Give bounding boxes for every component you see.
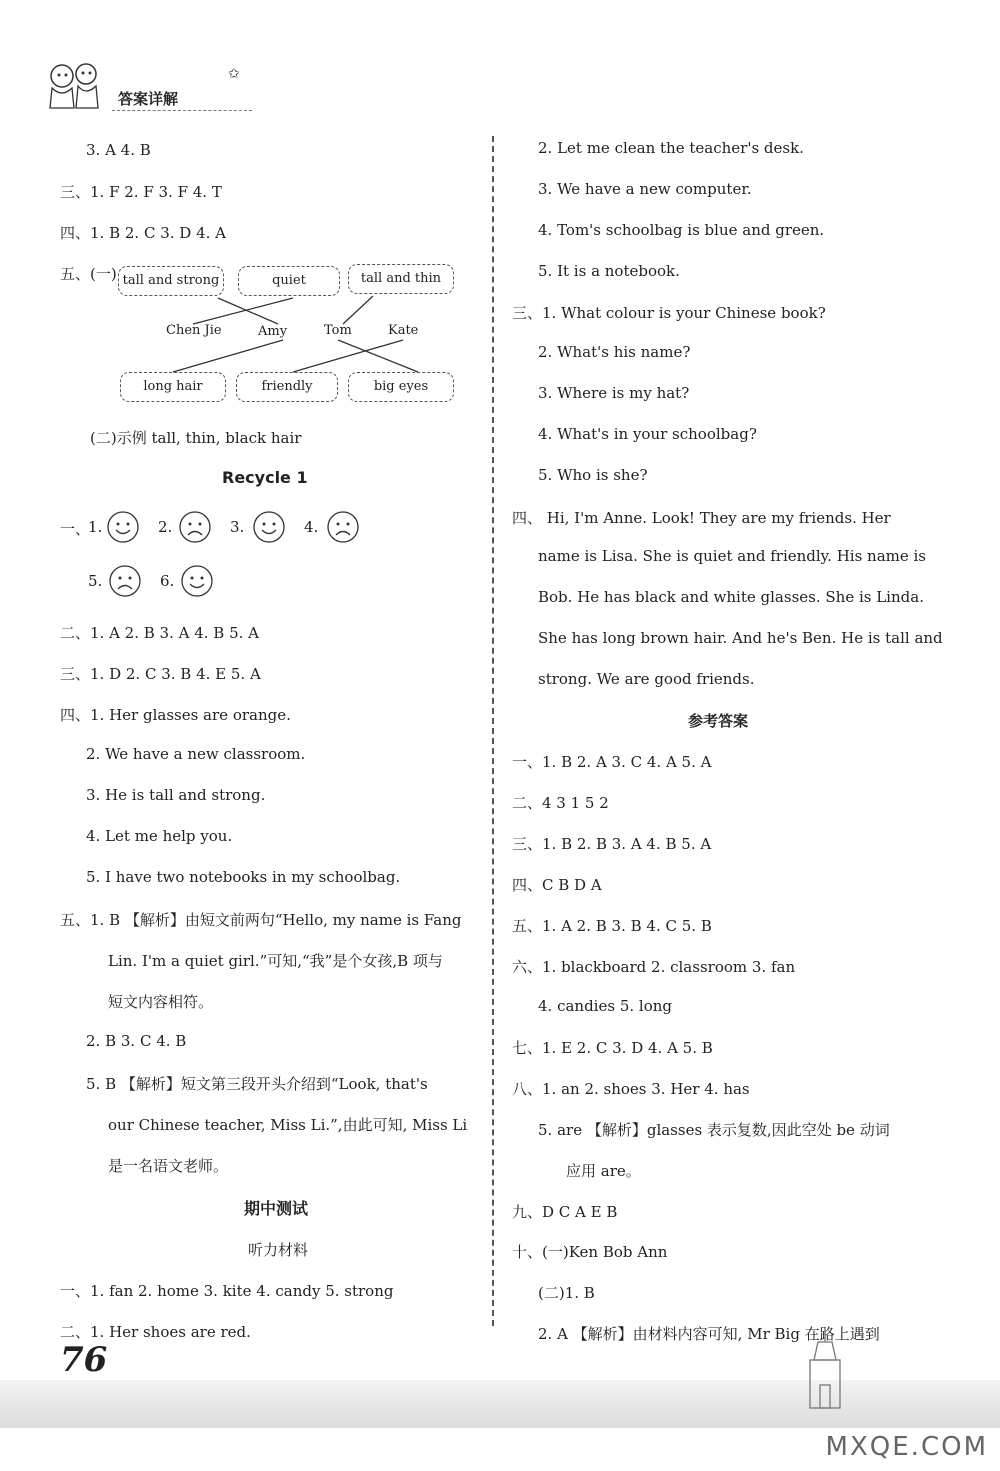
subsection-title-answers: 参考答案 xyxy=(688,712,749,730)
answer-line: 三、1. D 2. C 3. B 4. E 5. A xyxy=(60,665,261,683)
match-name: Amy xyxy=(258,324,288,339)
faces-prefix: 一、 xyxy=(60,520,91,538)
face-label: 2. xyxy=(158,518,173,536)
smiley-sad-icon xyxy=(108,564,142,602)
answer-line: 2. A 【解析】由材料内容可知, Mr Big 在路上遇到 xyxy=(538,1325,880,1343)
face-label: 6. xyxy=(160,572,175,590)
answer-line: 4. Let me help you. xyxy=(86,827,233,845)
answer-line: She has long brown hair. And he's Ben. He is tall and xyxy=(538,629,943,647)
answer-line: 是一名语文老师。 xyxy=(108,1157,229,1175)
answer-line: 3. He is tall and strong. xyxy=(86,786,266,804)
answer-line: 三、1. What colour is your Chinese book? xyxy=(512,304,826,322)
match-box-top: tall and thin xyxy=(348,264,454,294)
answer-line: 一、1. fan 2. home 3. kite 4. candy 5. strong xyxy=(60,1282,394,1300)
header-title: 答案详解 xyxy=(118,90,179,108)
answer-line: 3. We have a new computer. xyxy=(538,180,752,198)
face-label: 3. xyxy=(230,518,245,536)
answer-line: 四、 Hi, I'm Anne. Look! They are my friends. Her xyxy=(512,509,891,527)
page-number: 76 xyxy=(60,1340,108,1380)
answer-line: 5. It is a notebook. xyxy=(538,262,680,280)
smiley-happy-icon xyxy=(106,510,140,548)
answer-line: 六、1. blackboard 2. classroom 3. fan xyxy=(512,958,796,976)
answer-line: 4. What's in your schoolbag? xyxy=(538,425,757,443)
match-box-top: quiet xyxy=(238,266,340,296)
answer-line: 短文内容相符。 xyxy=(108,993,214,1011)
match-box-bottom: friendly xyxy=(236,372,338,402)
face-label: 1. xyxy=(88,518,103,536)
smiley-sad-icon xyxy=(326,510,360,548)
answer-line: 七、1. E 2. C 3. D 4. A 5. B xyxy=(512,1039,713,1057)
answer-line: 5. are 【解析】glasses 表示复数,因此空处 be 动词 xyxy=(538,1121,890,1139)
header-illustration xyxy=(40,58,112,112)
answer-line: 三、1. B 2. B 3. A 4. B 5. A xyxy=(512,835,712,853)
answer-line: 五、(一) xyxy=(60,265,117,283)
answer-line: our Chinese teacher, Miss Li.”,由此可知, Miss Li xyxy=(108,1116,468,1134)
answer-line: strong. We are good friends. xyxy=(538,670,755,688)
answer-line: 五、1. A 2. B 3. B 4. C 5. B xyxy=(512,917,712,935)
match-box-bottom: big eyes xyxy=(348,372,454,402)
answer-line: 二、1. A 2. B 3. A 4. B 5. A xyxy=(60,624,260,642)
answer-line: 4. Tom's schoolbag is blue and green. xyxy=(538,221,825,239)
castle-icon xyxy=(790,1330,860,1414)
smiley-sad-icon xyxy=(178,510,212,548)
answer-line: 2. We have a new classroom. xyxy=(86,745,306,763)
matching-diagram xyxy=(118,262,458,412)
section-title-recycle: Recycle 1 xyxy=(222,468,308,487)
answer-line: 十、(一)Ken Bob Ann xyxy=(512,1243,668,1261)
answer-line: 二、4 3 1 5 2 xyxy=(512,794,609,812)
answer-line: 四、1. B 2. C 3. D 4. A xyxy=(60,224,226,242)
answer-line: 2. What's his name? xyxy=(538,343,691,361)
column-divider xyxy=(492,136,494,1326)
match-name: Tom xyxy=(324,323,352,338)
answer-line: 四、C B D A xyxy=(512,876,602,894)
answer-line: 一、1. B 2. A 3. C 4. A 5. A xyxy=(512,753,712,771)
answer-line: 九、D C A E B xyxy=(512,1203,618,1221)
section-title-midterm: 期中测试 xyxy=(244,1199,309,1218)
answer-line: 5. Who is she? xyxy=(538,466,648,484)
answer-line: 5. B 【解析】短文第三段开头介绍到“Look, that's xyxy=(86,1075,428,1093)
answer-line: 八、1. an 2. shoes 3. Her 4. has xyxy=(512,1080,750,1098)
answer-line: 五、1. B 【解析】由短文前两句“Hello, my name is Fang xyxy=(60,911,462,929)
answer-line: 3. Where is my hat? xyxy=(538,384,690,402)
answer-line: 四、1. Her glasses are orange. xyxy=(60,706,291,724)
answer-line: (二)示例 tall, thin, black hair xyxy=(90,429,302,447)
face-label: 4. xyxy=(304,518,319,536)
face-label: 5. xyxy=(88,572,103,590)
answer-line: 应用 are。 xyxy=(566,1162,641,1180)
subsection-title-listening: 听力材料 xyxy=(248,1241,309,1259)
match-name: Chen Jie xyxy=(166,323,222,338)
answer-line: Lin. I'm a quiet girl.”可知,“我”是个女孩,B 项与 xyxy=(108,952,443,970)
answer-line: 三、1. F 2. F 3. F 4. T xyxy=(60,183,222,201)
match-box-bottom: long hair xyxy=(120,372,226,402)
match-lines xyxy=(118,262,458,412)
header-underline xyxy=(112,110,252,111)
match-box-top: tall and strong xyxy=(118,266,224,296)
answer-line: name is Lisa. She is quiet and friendly. His name is xyxy=(538,547,927,565)
answer-line: 2. Let me clean the teacher's desk. xyxy=(538,139,804,157)
smiley-happy-icon xyxy=(252,510,286,548)
answer-line: 3. A 4. B xyxy=(86,141,151,159)
watermark: MXQE.COM xyxy=(825,1432,988,1462)
answer-line: 二、1. Her shoes are red. xyxy=(60,1323,251,1341)
answer-line: (二)1. B xyxy=(538,1284,595,1302)
match-name: Kate xyxy=(388,323,419,338)
star-icon: ✩ xyxy=(228,66,240,82)
answer-line: 2. B 3. C 4. B xyxy=(86,1032,187,1050)
answer-line: Bob. He has black and white glasses. She is Linda. xyxy=(538,588,924,606)
smiley-happy-icon xyxy=(180,564,214,602)
answer-line: 4. candies 5. long xyxy=(538,997,672,1015)
answer-line: 5. I have two notebooks in my schoolbag. xyxy=(86,868,401,886)
